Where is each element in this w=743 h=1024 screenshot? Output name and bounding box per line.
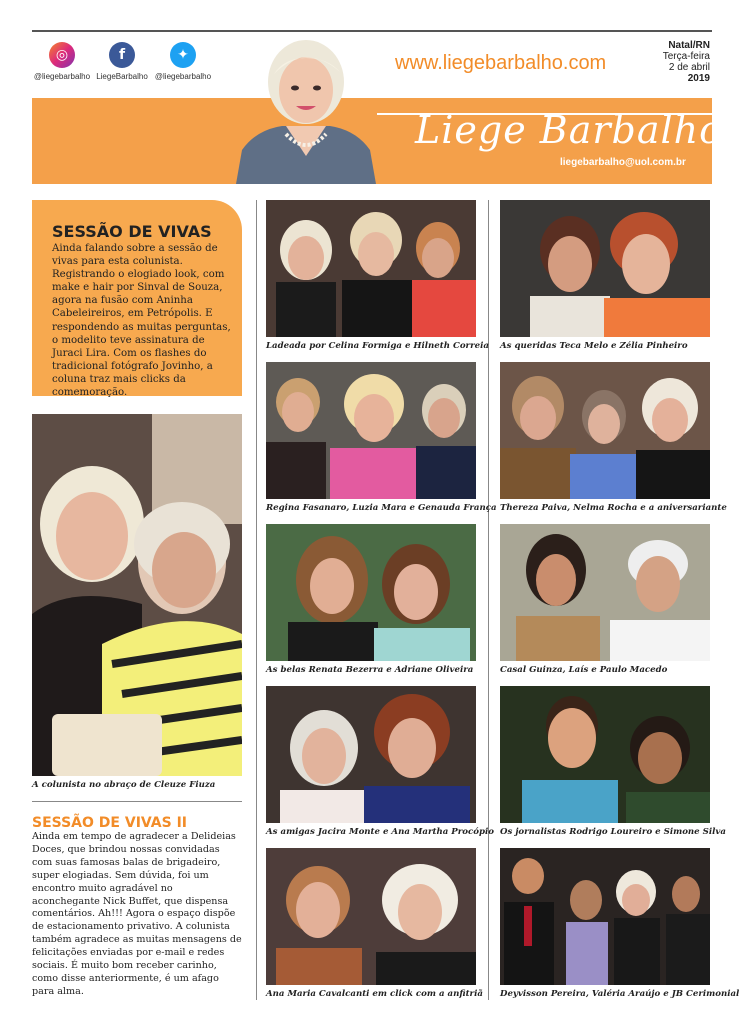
photo-5-caption: As belas Renata Bezerra e Adriane Oliveira [266, 665, 474, 675]
instagram-icon: ◎ [49, 42, 75, 68]
weekday: Terça-feira [662, 51, 710, 62]
photo-7 [266, 686, 476, 823]
photo-1-caption: Ladeada por Celina Formiga e Hilneth Correia [266, 341, 489, 351]
photo-6 [500, 524, 710, 661]
photo-8 [500, 686, 710, 823]
columnist-portrait [236, 38, 376, 184]
section-sessao-de-vivas-ii-text: Ainda em tempo de agradecer a Delideias Doces, que brindou nossas convidadas com suas famosas balas de brigadeiro, super elogiadas. Sem dúvida, foi um encontro muito agradável no aconchegante Nick Buffet, que dispensa comentários. Ah!!! Agora o espaço dispõe de estacionamento privativo. A colunista também agradece as muitas mensagens de felicitações enviadas por e-mail e redes sociais. É muito bom receber carinho, como disse anteriormente, é um afago para alma. [32, 831, 242, 997]
section-sessao-de-vivas [32, 200, 242, 399]
column-brand: Liege Barbalho [415, 108, 723, 152]
facebook-link[interactable] [87, 42, 157, 81]
photo-10 [500, 848, 710, 985]
photo-9 [266, 848, 476, 985]
column-separator [488, 200, 489, 1000]
photo-3-caption: Regina Fasanaro, Luzia Mara e Genauda França [266, 503, 497, 513]
section-divider [32, 801, 242, 802]
column-separator [256, 200, 257, 1000]
photo-2-caption: As queridas Teca Melo e Zélia Pinheiro [500, 341, 688, 351]
facebook-handle: LiegeBarbalho [96, 72, 148, 81]
email-link[interactable]: liegebarbalho@uol.com.br [560, 157, 686, 168]
twitter-link[interactable] [148, 42, 218, 81]
photo-4 [500, 362, 710, 499]
photo-1 [266, 200, 476, 337]
section-text: Ainda falando sobre a sessão de vivas para esta colunista. Registrando o elogiado look, com make e hair por Sinval de Souza, agora na fusão com Aninha Cabeleireiros, em Petrópolis. E respondendo as muitas perguntas, o modelito teve assinatura de Juraci Lira. Com os flashes do tradicional fotógrafo Jovinho, a coluna traz mais clicks da comemoração. [52, 243, 231, 399]
section-sessao-de-vivas-ii-title: SESSÃO DE VIVAS II [32, 815, 187, 831]
photo-2 [500, 200, 710, 337]
year: 2019 [687, 73, 710, 84]
twitter-icon: ✦ [170, 42, 196, 68]
photo-7-caption: As amigas Jacira Monte e Ana Martha Procópio [266, 827, 494, 837]
main-photo-caption: A colunista no abraço de Cleuze Fiuza [32, 780, 216, 790]
photo-10-caption: Deyvisson Pereira, Valéria Araújo e JB Cerimonial [500, 989, 740, 999]
date-block [663, 40, 710, 84]
section-title: SESSÃO DE VIVAS [52, 222, 212, 241]
photo-8-caption: Os jornalistas Rodrigo Loureiro e Simone Silva [500, 827, 726, 837]
date: 2 de abril [668, 62, 710, 73]
facebook-icon: f [109, 42, 135, 68]
instagram-handle: @liegebarbalho [33, 72, 91, 81]
photo-9-caption: Ana Maria Cavalcanti em click com a anfitriã [266, 989, 483, 999]
website-link[interactable]: www.liegebarbalho.com [395, 52, 607, 74]
photo-3 [266, 362, 476, 499]
twitter-handle: @liegebarbalho [154, 72, 212, 81]
photo-6-caption: Casal Guinza, Laís e Paulo Macedo [500, 665, 668, 675]
city: Natal/RN [668, 40, 710, 51]
photo-4-caption: Thereza Paiva, Nelma Rocha e a aniversariante [500, 503, 727, 513]
header-rule [32, 30, 712, 32]
main-photo [32, 414, 242, 776]
photo-5 [266, 524, 476, 661]
